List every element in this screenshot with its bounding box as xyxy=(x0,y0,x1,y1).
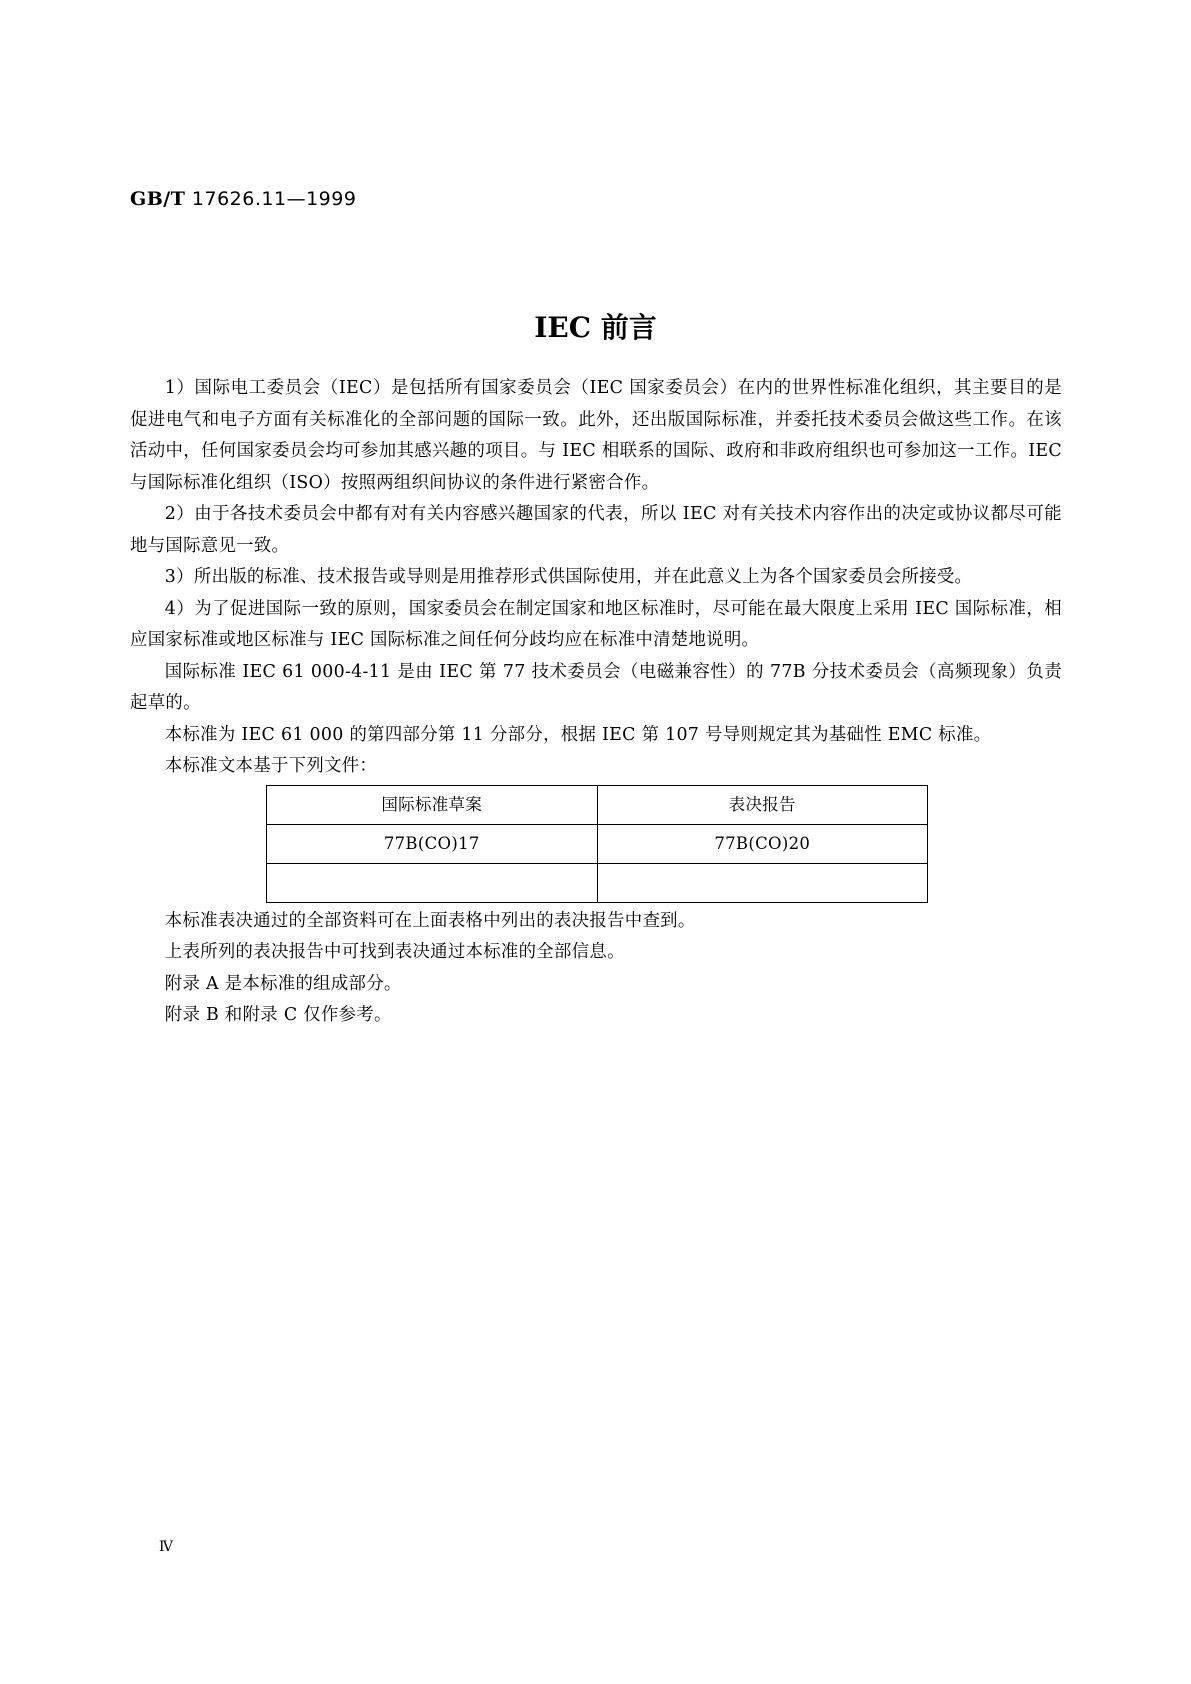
paragraph-5: 国际标准 IEC 61 000-4-11 是由 IEC 第 77 技术委员会（电磁兼容性）的 77B 分技术委员会（高频现象）负责起草的。 xyxy=(130,661,1062,713)
paragraph-10: 附录 A 是本标准的组成部分。 xyxy=(164,973,402,994)
paragraph-11: 附录 B 和附录 C 仅作参考。 xyxy=(164,1005,392,1025)
paragraph-7: 本标准文本基于下列文件： xyxy=(164,756,378,776)
paragraph-1: 1）国际电工委员会（IEC）是包括所有国家委员会（IEC 国家委员会）在内的世界性标准化组织，其主要目的是促进电气和电子方面有关标准化的全部问题的国际一致。此外，还出版国际标准，并委托技术委员会做这些工作。在该活动中，任何国家委员会均可参加其感兴趣的项目。与 IEC 相联系的国际、政府和非政府组织也可参加这一工作。IEC 与国际标准化组织（ISO）按照两组织间协议的条件进行紧密合作。 xyxy=(130,378,1062,493)
table-row xyxy=(267,824,928,863)
documents-table xyxy=(266,785,928,903)
standard-prefix: GB/T xyxy=(130,188,186,210)
paragraph-3: 3）所出版的标准、技术报告或导则是用推荐形式供国际使用，并在此意义上为各个国家委员会所接受。 xyxy=(164,567,973,587)
paragraph-9: 上表所列的表决报告中可找到表决通过本标准的全部信息。 xyxy=(164,942,625,962)
paragraph-2: 2）由于各技术委员会中都有对有关内容感兴趣国家的代表，所以 IEC 对有关技术内容作出的决定或协议都尽可能地与国际意见一致。 xyxy=(130,504,1062,556)
standard-number: 17626.11—1999 xyxy=(191,188,357,210)
table-cell: 77B(CO)17 xyxy=(267,824,598,863)
table-header-row xyxy=(267,785,928,824)
page-header xyxy=(130,188,356,210)
page-title: IEC 前言 xyxy=(534,311,657,344)
table-cell xyxy=(597,863,928,902)
table-row xyxy=(267,863,928,902)
paragraph-8: 本标准表决通过的全部资料可在上面表格中列出的表决报告中查到。 xyxy=(164,910,696,931)
table-cell xyxy=(267,863,598,902)
table-header-cell: 国际标准草案 xyxy=(267,785,598,824)
page-number: Ⅳ xyxy=(159,1539,173,1555)
paragraph-4: 4）为了促进国际一致的原则，国家委员会在制定国家和地区标准时，尽可能在最大限度上采用 IEC 国际标准，相应国家标准或地区标准与 IEC 国际标准之间任何分歧均应在标准中清楚地说明。 xyxy=(130,598,1062,650)
table-cell: 77B(CO)20 xyxy=(597,824,928,863)
paragraph-6: 本标准为 IEC 61 000 的第四部分第 11 分部分，根据 IEC 第 107 号导则规定其为基础性 EMC 标准。 xyxy=(164,724,992,745)
table-header-cell: 表决报告 xyxy=(597,785,928,824)
document-body xyxy=(130,373,1062,1032)
